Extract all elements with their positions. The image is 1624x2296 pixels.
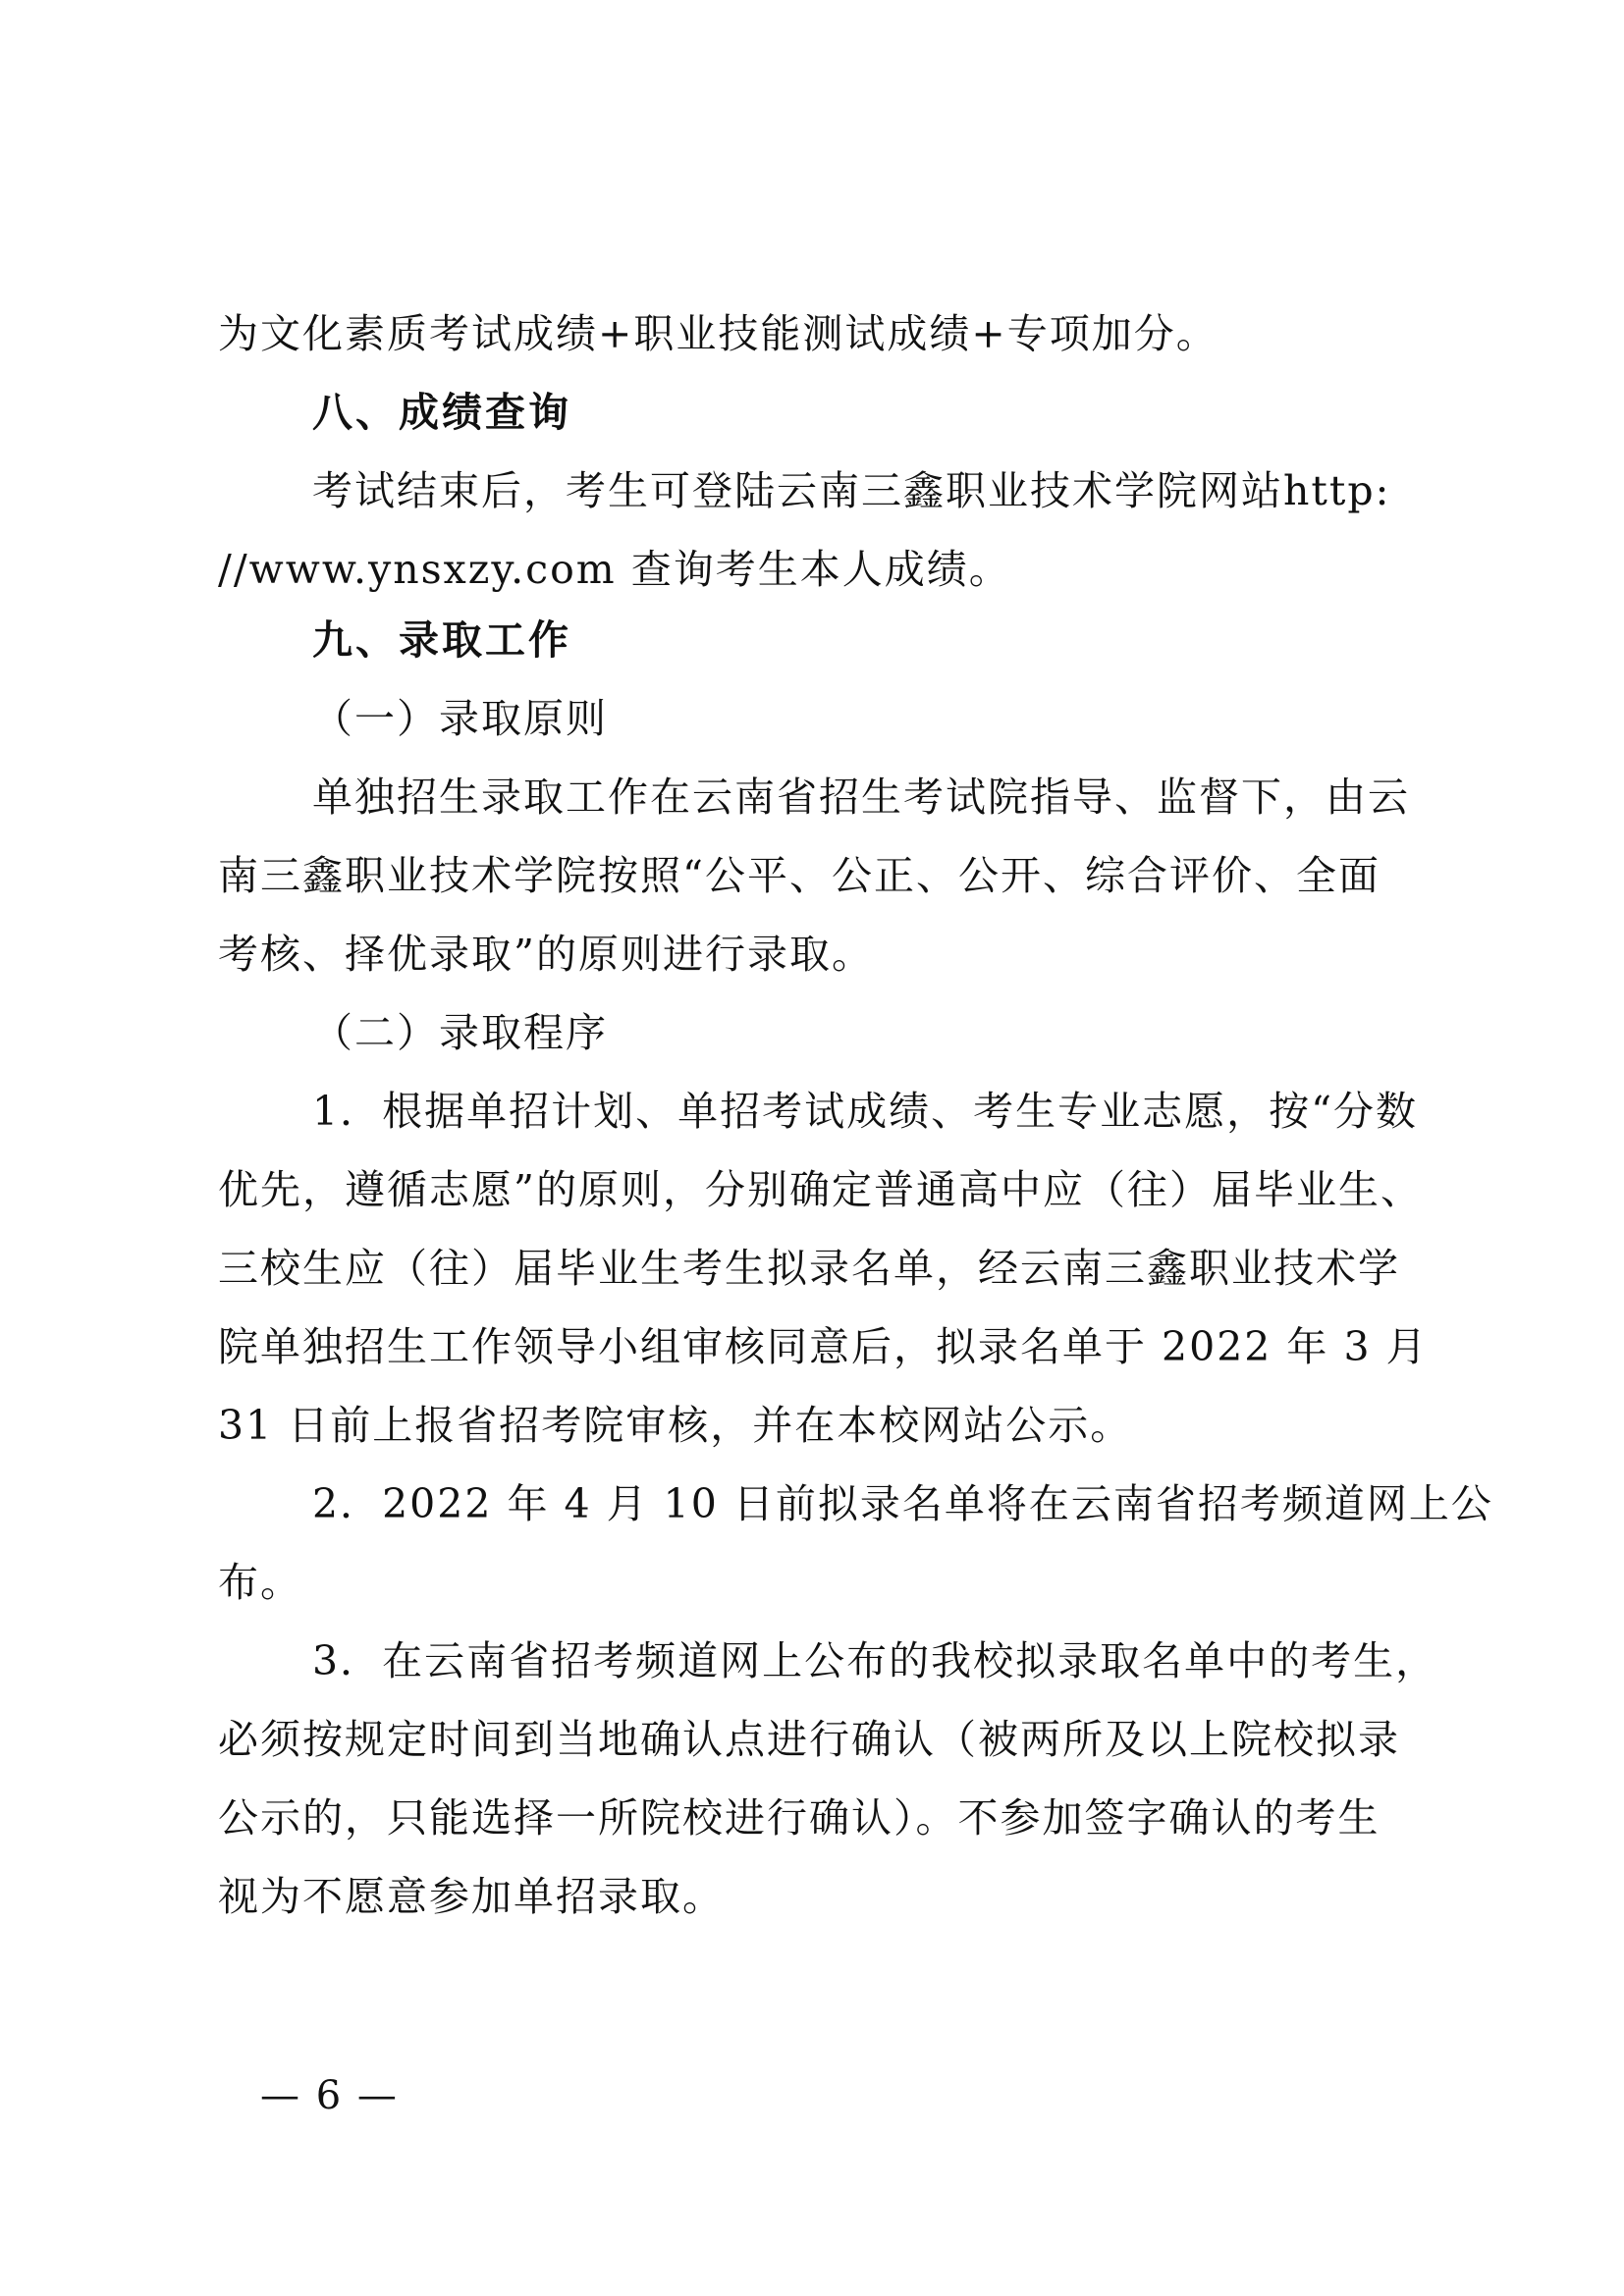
subsection-heading-admission-procedure: （二）录取程序 (312, 1009, 608, 1056)
list-item-1-line: 31 日前上报省招考院审核，并在本校网站公示。 (218, 1402, 1133, 1449)
subsection-heading-admission-principle: （一）录取原则 (312, 695, 608, 742)
paragraph-line: 为文化素质考试成绩+职业技能测试成绩+专项加分。 (218, 310, 1218, 357)
paragraph-line-url: //www.ynsxzy.com 查询考生本人成绩。 (218, 546, 1011, 593)
list-item-3-line: 公示的，只能选择一所院校进行确认）。不参加签字确认的考生 (218, 1794, 1380, 1842)
paragraph-line: 南三鑫职业技术学院按照“公平、公正、公开、综合评价、全面 (218, 852, 1380, 899)
list-item-2-line: 布。 (218, 1559, 302, 1606)
list-item-2-line: 2．2022 年 4 月 10 日前拟录名单将在云南省招考频道网上公 (312, 1480, 1493, 1527)
section-heading-admission-work: 九、录取工作 (312, 616, 571, 664)
list-item-3-line: 3．在云南省招考频道网上公布的我校拟录取名单中的考生， (312, 1637, 1438, 1684)
page-number: — 6 — (260, 2073, 399, 2118)
paragraph-line: 考核、择优录取”的原则进行录取。 (218, 931, 874, 978)
list-item-1-line: 三校生应（往）届毕业生考生拟录名单，经云南三鑫职业技术学 (218, 1245, 1400, 1292)
paragraph-line: 考试结束后，考生可登陆云南三鑫职业技术学院网站http: (312, 467, 1391, 514)
section-heading-score-query: 八、成绩查询 (312, 389, 571, 436)
paragraph-line: 单独招生录取工作在云南省招生考试院指导、监督下，由云 (312, 774, 1410, 821)
list-item-1-line: 1．根据单招计划、单招考试成绩、考生专业志愿，按“分数 (312, 1088, 1419, 1135)
list-item-1-line: 优先，遵循志愿”的原则，分别确定普通高中应（往）届毕业生、 (218, 1166, 1423, 1213)
list-item-1-line: 院单独招生工作领导小组审核同意后，拟录名单于 2022 年 3 月 (218, 1323, 1429, 1370)
list-item-3-line: 视为不愿意参加单招录取。 (218, 1873, 725, 1920)
list-item-3-line: 必须按规定时间到当地确认点进行确认（被两所及以上院校拟录 (218, 1716, 1400, 1763)
